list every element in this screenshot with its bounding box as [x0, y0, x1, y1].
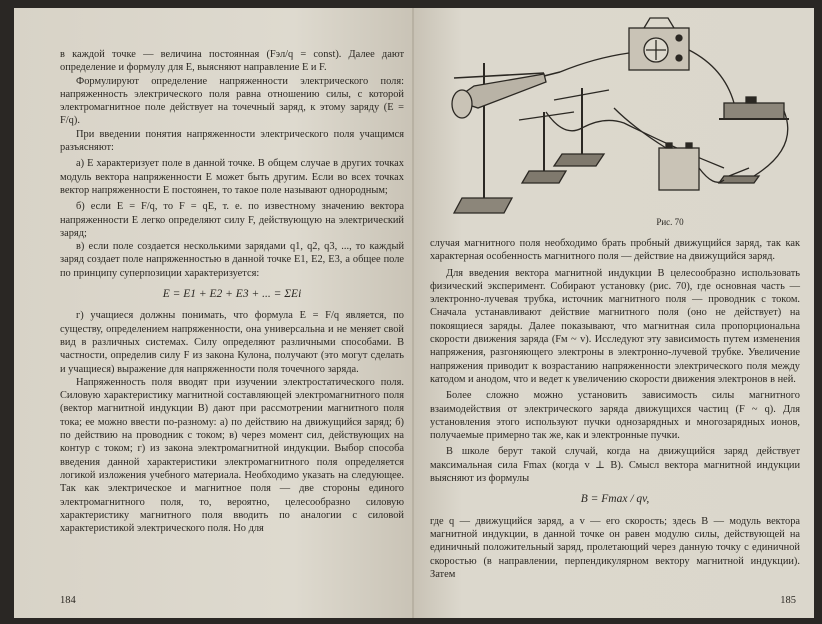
left-page-number: 184 [60, 595, 76, 606]
right-paragraph-2: Для введения вектора магнитной индукции B целесообразно использовать физический эксперимент. Собирают установку (рис. 70), где основная часть — электронно-лучевая трубка, источник магнитного поля — проводник с током. Сначала устанавливают действие магнитного поля (оно не действует) на покоящиеся заряды. Далее показывают, что магнитная сила пропорциональна скорости движения заряда (Fм ~ v). Исследуют эту зависимость путем изменения напряжения, разгоняющего электроны в электронно-лучевой трубке. Увеличение напряжения приводит к возрастанию напряженности электрического поля между катодом и анодом, что и ведет к увеличению скорости движения электронов в ней. [430, 267, 800, 385]
left-paragraph-7: г) учащиеся должны понимать, что формула E = F/q является, по существу, определением напряженности, она универсальна и не меняет свой вид в различных системах. Силу определяют различными способами. В частности, определив силу F из закона Кулона, получают (это могут сделать и учащиеся) выражение для напряженности поля точечного заряда. [60, 310, 404, 375]
figure-caption: Рис. 70 [656, 217, 684, 227]
figure-70-apparatus [434, 8, 804, 223]
right-page-number: 185 [780, 595, 796, 606]
left-paragraph-5: б) если E = F/q, то F = qE, т. е. по известному значению вектора напряженности E легко определяют силу F, действующую на электрический заряд; [60, 201, 404, 239]
right-page-text [430, 237, 800, 581]
right-paragraph-3: Более сложно можно установить зависимость силы магнитного взаимодействия от электрического заряда движущихся частиц (F ~ q). Для установления этого используют пучки однозарядных и многозарядных ионов, получаемые примерно так же, как и электронные пучки. [430, 390, 800, 442]
left-page [14, 8, 414, 618]
left-page-text [60, 48, 404, 535]
right-paragraph-1: случая магнитного поля необходимо брать пробный движущийся заряд, так как характерная особенность магнитного поля — действие на движущийся заряд. [430, 238, 800, 263]
left-paragraph-2: Формулируют определение напряженности электрического поля: напряженность электрического поля равна отношению силы, с которой электромагнитное поле действует на точечный заряд, к этому заряду (E = F/q). [60, 75, 404, 127]
magnetic-induction-formula: B = Fmax / qv, [580, 493, 650, 506]
left-paragraph-6: в) если поле создается несколькими зарядами q1, q2, q3, ..., то каждый заряд создает поле напряженностью в данной точке E1, E2, E3, а общее поле по принципу суперпозиции характеризуется: [60, 241, 404, 279]
right-paragraph-4: В школе берут такой случай, когда на движущийся заряд действует максимальная сила Fmax (когда v ⊥ B). Смысл вектора магнитной индукции выясняют из формулы [430, 446, 800, 485]
superposition-formula: E = E1 + E2 + E3 + ... = ΣEi [162, 288, 302, 301]
book-spread [14, 8, 814, 618]
right-page [414, 8, 814, 618]
left-paragraph-4: а) E характеризует поле в данной точке. В общем случае в других точках модуль вектора напряженности E может быть другим. Если во всех точках вектор напряженности E постоянен, то такое поле называют однородным; [60, 158, 404, 196]
left-paragraph-3: При введении понятия напряженности электрического поля учащимся разъясняют: [60, 128, 404, 154]
apparatus-illustration [434, 8, 804, 223]
right-paragraph-5: где q — движущийся заряд, а v — его скорость; здесь B — модуль вектора магнитной индукции, в данной точке он равен модулю силы, действующей на единичный положительный заряд, пролетающий через данную точку с единичной скоростью (в направлении, перпендикулярном вектору магнитной индукции). Затем [430, 515, 800, 580]
left-paragraph-8: Напряженность поля вводят при изучении электростатического поля. Силовую характеристику магнитной составляющей электромагнитного поля (вектор магнитной индукции B) дают при рассмотрении магнитного поля тока; ее можно ввести по-разному: а) по действию на движущийся заряд; б) по действию на проводник с током; в) через момент сил, действующих на контур с током; г) из закона электромагнитной индукции. Выбор способа введения данной характеристики электромагнитного поля определяется логикой изложения учебного материала. Необходимо указать на следующее. Так как электрическое и магнитное поля — две стороны единого электромагнитного поля, то, вероятно, целесообразно силовую характеристику магнитного поля вводить по аналогии с силовой характеристикой электрического поля. Но для [60, 376, 404, 535]
left-paragraph-1: в каждой точке — величина постоянная (Fэл/q = const). Далее дают определение и формулу для E, выясняют направление E и F. [60, 49, 404, 74]
